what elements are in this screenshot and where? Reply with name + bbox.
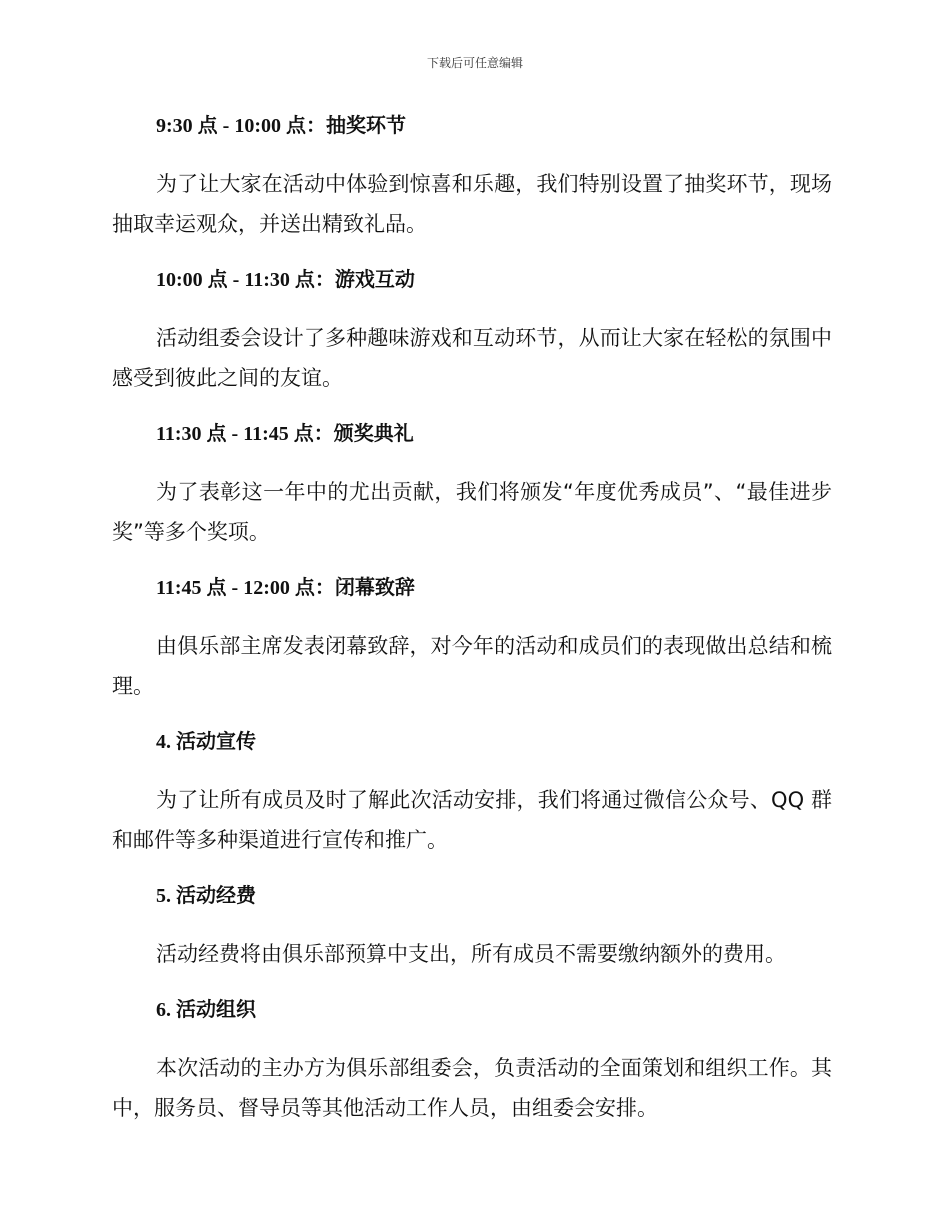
section-heading: 10:00 点 - 11:30 点：游戏互动 [156,269,415,291]
section-awards [112,418,832,572]
section-heading: 11:30 点 - 11:45 点：颁奖典礼 [156,423,414,445]
section-heading: 11:45 点 - 12:00 点：闭幕致辞 [156,577,415,599]
section-games [112,264,832,418]
section-paragraph: 活动经费将由俱乐部预算中支出，所有成员不需要缴纳额外的费用。 [156,942,786,966]
section-paragraph: 本次活动的主办方为俱乐部组委会，负责活动的全面策划和组织工作。其中，服务员、督导员等其他活动工作人员，由组委会安排。 [112,1056,832,1120]
document-body [112,110,832,1128]
section-budget [112,880,832,994]
section-heading: 4. 活动宣传 [156,731,256,753]
section-paragraph: 由俱乐部主席发表闭幕致辞，对今年的活动和成员们的表现做出总结和梳理。 [112,634,832,698]
section-organization [112,994,832,1128]
section-paragraph: 为了表彰这一年中的尤出贡献，我们将颁发“年度优秀成员”、“最佳进步奖”等多个奖项。 [112,480,832,544]
section-closing-speech [112,572,832,726]
header-note: 下载后可任意编辑 [426,56,523,70]
section-promotion [112,726,832,880]
section-paragraph: 为了让所有成员及时了解此次活动安排，我们将通过微信公众号、QQ 群和邮件等多种渠道进行宣传和推广。 [112,788,832,852]
section-heading: 5. 活动经费 [156,885,256,907]
section-lottery [112,110,832,264]
section-paragraph: 为了让大家在活动中体验到惊喜和乐趣，我们特别设置了抽奖环节，现场抽取幸运观众，并送出精致礼品。 [112,172,832,236]
section-heading: 9:30 点 - 10:00 点：抽奖环节 [156,115,406,137]
section-heading: 6. 活动组织 [156,999,256,1021]
section-paragraph: 活动组委会设计了多种趣味游戏和互动环节，从而让大家在轻松的氛围中感受到彼此之间的友谊。 [112,326,832,390]
